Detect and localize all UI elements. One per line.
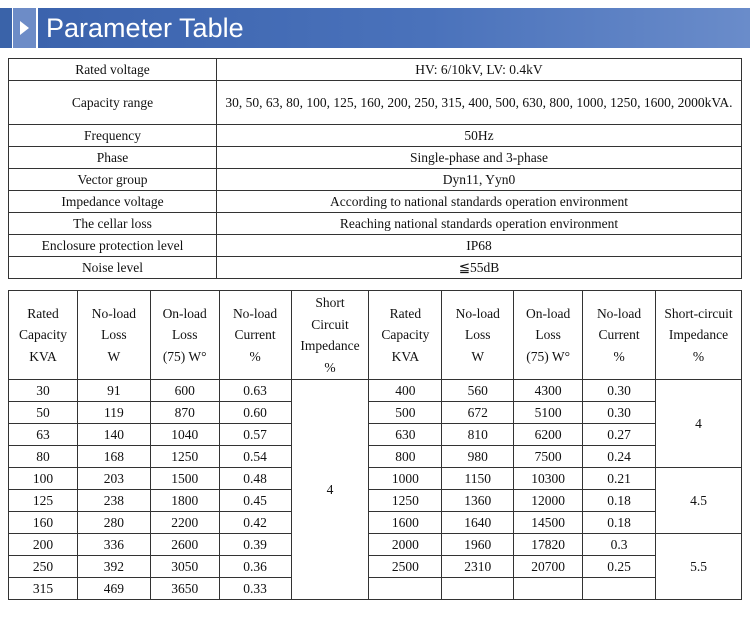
- table-cell: 4300: [514, 380, 583, 402]
- table-row: [9, 534, 742, 556]
- table-cell: 140: [77, 424, 150, 446]
- table-cell: 10300: [514, 468, 583, 490]
- table-cell: 0.30: [583, 380, 656, 402]
- table-cell: 810: [442, 424, 514, 446]
- table-cell: 0.25: [583, 556, 656, 578]
- page-title: Parameter Table: [46, 13, 244, 43]
- spec-row: [9, 191, 742, 213]
- spec-label: Phase: [9, 147, 217, 169]
- column-header-line: W: [107, 348, 121, 364]
- table-cell: 672: [442, 402, 514, 424]
- column-header-line: On-load: [526, 305, 571, 321]
- table-cell: 203: [77, 468, 150, 490]
- table-cell: 1640: [442, 512, 514, 534]
- spec-label: Enclosure protection level: [9, 235, 217, 257]
- table-cell: 280: [77, 512, 150, 534]
- table-cell: [583, 578, 656, 600]
- column-header-line: Circuit: [311, 316, 349, 332]
- spec-label: Impedance voltage: [9, 191, 217, 213]
- spec-value: Single-phase and 3-phase: [217, 147, 742, 169]
- spec-label: The cellar loss: [9, 213, 217, 235]
- spec-value: IP68: [217, 235, 742, 257]
- banner-icon-block: [13, 8, 36, 48]
- table-cell: 600: [150, 380, 219, 402]
- table-cell: 7500: [514, 446, 583, 468]
- spec-row: [9, 59, 742, 81]
- header-banner: [0, 8, 750, 48]
- table-cell: 80: [9, 446, 78, 468]
- table-cell: 0.30: [583, 402, 656, 424]
- table-cell: 250: [9, 556, 78, 578]
- column-header-line: W: [471, 348, 485, 364]
- spec-row: [9, 235, 742, 257]
- spec-value: Dyn11, Yyn0: [217, 169, 742, 191]
- column-header-line: %: [249, 348, 261, 364]
- column-header-line: Short: [315, 295, 345, 310]
- table-cell: 0.48: [219, 468, 291, 490]
- table-cell: 560: [442, 380, 514, 402]
- table-cell: 1040: [150, 424, 219, 446]
- spec-row: [9, 213, 742, 235]
- table-cell: 1250: [150, 446, 219, 468]
- table-cell: 0.60: [219, 402, 291, 424]
- table-cell: 2600: [150, 534, 219, 556]
- table-cell: 0.33: [219, 578, 291, 600]
- spec-label: Noise level: [9, 257, 217, 279]
- column-header-line: No-load: [232, 305, 278, 321]
- column-header-line: Loss: [535, 327, 561, 343]
- impedance-cell: 5.5: [656, 534, 742, 600]
- table-cell: 200: [9, 534, 78, 556]
- table-cell: [369, 578, 442, 600]
- column-header-line: Rated: [389, 305, 422, 321]
- column-header-line: Current: [598, 327, 640, 343]
- spec-table: [8, 58, 742, 279]
- table-cell: 1250: [369, 490, 442, 512]
- table-cell: 1960: [442, 534, 514, 556]
- table-cell: 469: [77, 578, 150, 600]
- table-cell: 400: [369, 380, 442, 402]
- table-cell: 125: [9, 490, 78, 512]
- column-header-line: %: [324, 359, 336, 375]
- spec-row: [9, 81, 742, 125]
- column-header-line: Capacity: [381, 327, 430, 343]
- spec-row: [9, 257, 742, 279]
- table-cell: 2310: [442, 556, 514, 578]
- table-cell: 0.42: [219, 512, 291, 534]
- spec-value: According to national standards operation environment: [217, 191, 742, 213]
- table-cell: 1800: [150, 490, 219, 512]
- table-cell: [442, 578, 514, 600]
- impedance-cell: 4: [291, 380, 369, 600]
- spec-row: [9, 169, 742, 191]
- table-cell: 14500: [514, 512, 583, 534]
- column-header-line: No-load: [596, 305, 642, 321]
- table-cell: 1000: [369, 468, 442, 490]
- spec-label: Capacity range: [9, 81, 217, 125]
- table-cell: 0.36: [219, 556, 291, 578]
- table-cell: 100: [9, 468, 78, 490]
- spec-row: [9, 147, 742, 169]
- table-cell: 0.63: [219, 380, 291, 402]
- table-cell: 2000: [369, 534, 442, 556]
- column-header-line: No-load: [91, 305, 136, 321]
- column-header: [442, 291, 514, 380]
- table-cell: 3050: [150, 556, 219, 578]
- column-header-line: Current: [234, 327, 276, 343]
- table-cell: 238: [77, 490, 150, 512]
- spec-label: Frequency: [9, 125, 217, 147]
- table-cell: 30: [9, 380, 78, 402]
- table-cell: 0.24: [583, 446, 656, 468]
- table-cell: 392: [77, 556, 150, 578]
- spec-row: [9, 125, 742, 147]
- column-header-line: KVA: [391, 348, 420, 364]
- table-row: [9, 490, 742, 512]
- impedance-cell: 4.5: [656, 468, 742, 534]
- table-cell: 336: [77, 534, 150, 556]
- table-cell: 119: [77, 402, 150, 424]
- column-header-line: Loss: [171, 327, 198, 343]
- column-header: [219, 291, 291, 380]
- table-row: [9, 424, 742, 446]
- table-cell: 168: [77, 446, 150, 468]
- table-cell: 0.45: [219, 490, 291, 512]
- table-cell: 1360: [442, 490, 514, 512]
- column-header-line: KVA: [29, 348, 57, 364]
- table-cell: 12000: [514, 490, 583, 512]
- table-cell: 0.27: [583, 424, 656, 446]
- table-cell: 20700: [514, 556, 583, 578]
- spec-label: Rated voltage: [9, 59, 217, 81]
- table-cell: 980: [442, 446, 514, 468]
- column-header-line: Capacity: [18, 327, 67, 343]
- column-header-line: %: [613, 348, 625, 364]
- chevron-right-icon: [20, 21, 29, 35]
- column-header-line: (75) W°: [526, 348, 571, 364]
- column-header: [150, 291, 219, 380]
- table-row: [9, 468, 742, 490]
- column-header-line: Loss: [101, 327, 127, 343]
- table-cell: 0.3: [583, 534, 656, 556]
- table-row: [9, 380, 742, 402]
- table-cell: 50: [9, 402, 78, 424]
- table-row: [9, 578, 742, 600]
- table-cell: 91: [77, 380, 150, 402]
- table-cell: 0.57: [219, 424, 291, 446]
- table-cell: 1150: [442, 468, 514, 490]
- column-header: [9, 291, 78, 380]
- table-row: [9, 556, 742, 578]
- spec-value: ≦55dB: [217, 257, 742, 279]
- table-cell: [514, 578, 583, 600]
- column-header: [656, 291, 742, 380]
- table-cell: 1600: [369, 512, 442, 534]
- table-cell: 1500: [150, 468, 219, 490]
- table-cell: 3650: [150, 578, 219, 600]
- column-header-line: Loss: [465, 327, 491, 343]
- column-header-line: Rated: [27, 305, 59, 321]
- column-header-line: Short-circuit: [664, 305, 733, 321]
- column-header: [514, 291, 583, 380]
- column-header: [583, 291, 656, 380]
- table-cell: 500: [369, 402, 442, 424]
- table-header-row: [9, 291, 742, 380]
- column-header-line: Impedance: [300, 338, 360, 353]
- table-cell: 0.18: [583, 490, 656, 512]
- table-cell: 17820: [514, 534, 583, 556]
- spec-value: HV: 6/10kV, LV: 0.4kV: [217, 59, 742, 81]
- column-header-line: Impedance: [668, 327, 729, 343]
- column-header-line: (75) W°: [162, 348, 207, 364]
- table-cell: 315: [9, 578, 78, 600]
- table-cell: 870: [150, 402, 219, 424]
- impedance-cell: 4: [656, 380, 742, 468]
- table-cell: 160: [9, 512, 78, 534]
- table-row: [9, 446, 742, 468]
- column-header-line: No-load: [455, 305, 500, 321]
- spec-value: 50Hz: [217, 125, 742, 147]
- table-row: [9, 402, 742, 424]
- table-cell: 800: [369, 446, 442, 468]
- column-header-line: %: [692, 348, 705, 364]
- table-cell: 0.21: [583, 468, 656, 490]
- table-cell: 630: [369, 424, 442, 446]
- table-cell: 6200: [514, 424, 583, 446]
- table-cell: 0.39: [219, 534, 291, 556]
- spec-label: Vector group: [9, 169, 217, 191]
- column-header: [291, 291, 369, 380]
- table-row: [9, 512, 742, 534]
- table-cell: 63: [9, 424, 78, 446]
- spec-value: Reaching national standards operation environment: [217, 213, 742, 235]
- banner-accent-block: [0, 8, 12, 48]
- table-cell: 0.18: [583, 512, 656, 534]
- table-cell: 5100: [514, 402, 583, 424]
- column-header-line: On-load: [162, 305, 207, 321]
- spec-value: 30, 50, 63, 80, 100, 125, 160, 200, 250, 315, 400, 500, 630, 800, 1000, 1250, 1600, 2000kVA.: [217, 81, 742, 125]
- loss-table: [8, 290, 742, 600]
- column-header: [369, 291, 442, 380]
- table-cell: 2500: [369, 556, 442, 578]
- table-cell: 2200: [150, 512, 219, 534]
- column-header: [77, 291, 150, 380]
- table-cell: 0.54: [219, 446, 291, 468]
